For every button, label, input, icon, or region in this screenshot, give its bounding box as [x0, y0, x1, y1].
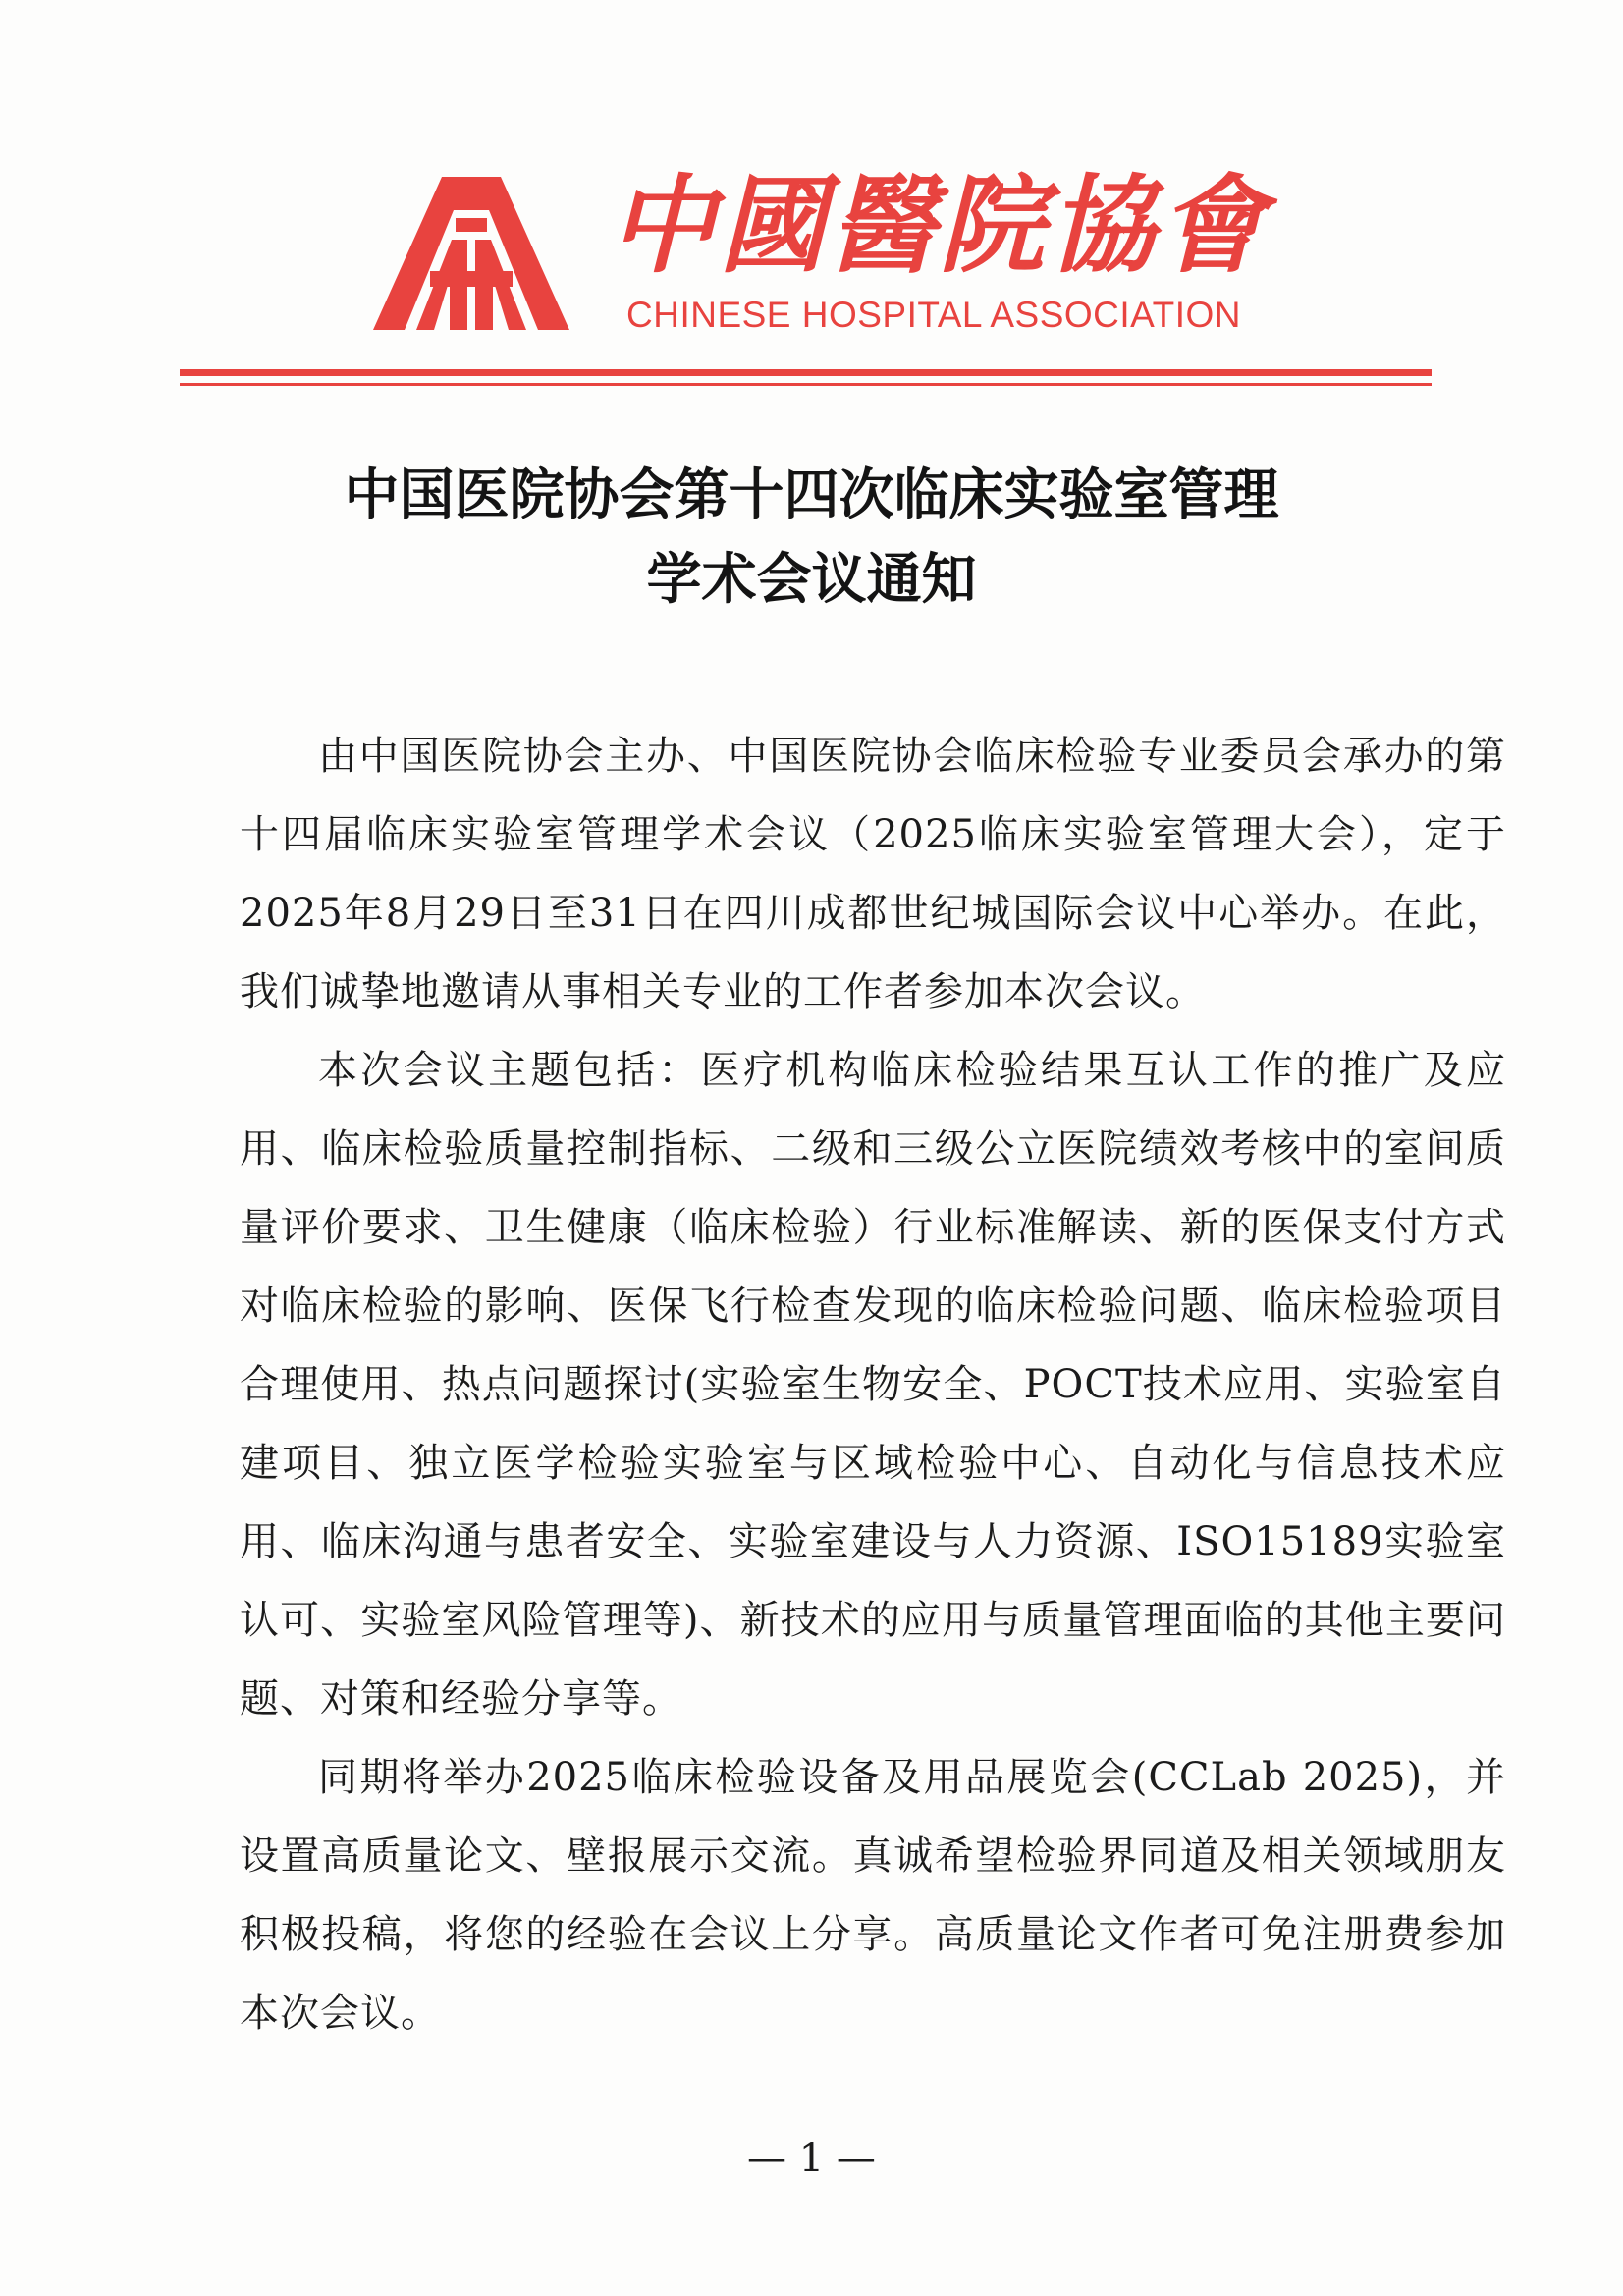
document-title	[177, 454, 1446, 623]
paragraph-topics: 本次会议主题包括：医疗机构临床检验结果互认工作的推广及应用、临床检验质量控制指标、二级和三级公立医院绩效考核中的室间质量评价要求、卫生健康（临床检验）行业标准解读、新的医保支付方式对临床检验的影响、医保飞行检查发现的临床检验问题、临床检验项目合理使用、热点问题探讨(实验室生物安全、POCT技术应用、实验室自建项目、独立医学检验实验室与区域检验中心、自动化与信息技术应用、临床沟通与患者安全、实验室建设与人力资源、ISO15189实验室认可、实验室风险管理等)、新技术的应用与质量管理面临的其他主要问题、对策和经验分享等。	[240, 1048, 1506, 1722]
document-body	[240, 717, 1506, 2052]
org-name-chinese: 中國醫院協會	[609, 164, 1270, 288]
letterhead	[177, 157, 1434, 354]
document-title-line-1: 中国医院协会第十四次临床实验室管理	[344, 464, 1279, 527]
page-number: — 1 —	[747, 2136, 876, 2181]
hospital-association-logo-icon	[373, 177, 569, 330]
letterhead-rule-thick	[180, 369, 1432, 376]
document-title-line-2: 学术会议通知	[646, 548, 977, 612]
letterhead-rule-thin	[180, 383, 1432, 386]
paragraph-intro: 由中国医院协会主办、中国医院协会临床检验专业委员会承办的第十四届临床实验室管理学术会议（2025临床实验室管理大会），定于2025年8月29日至31日在四川成都世纪城国际会议中心举办。在此，我们诚挚地邀请从事相关专业的工作者参加本次会议。	[240, 734, 1506, 1014]
org-name-english: CHINESE HOSPITAL ASSOCIATION	[626, 295, 1241, 335]
paragraph-exhibition: 同期将举办2025临床检验设备及用品展览会(CCLab 2025)，并设置高质量论文、壁报展示交流。真诚希望检验界同道及相关领域朋友积极投稿，将您的经验在会议上分享。高质量论文作者可免注册费参加本次会议。	[240, 1755, 1506, 2036]
